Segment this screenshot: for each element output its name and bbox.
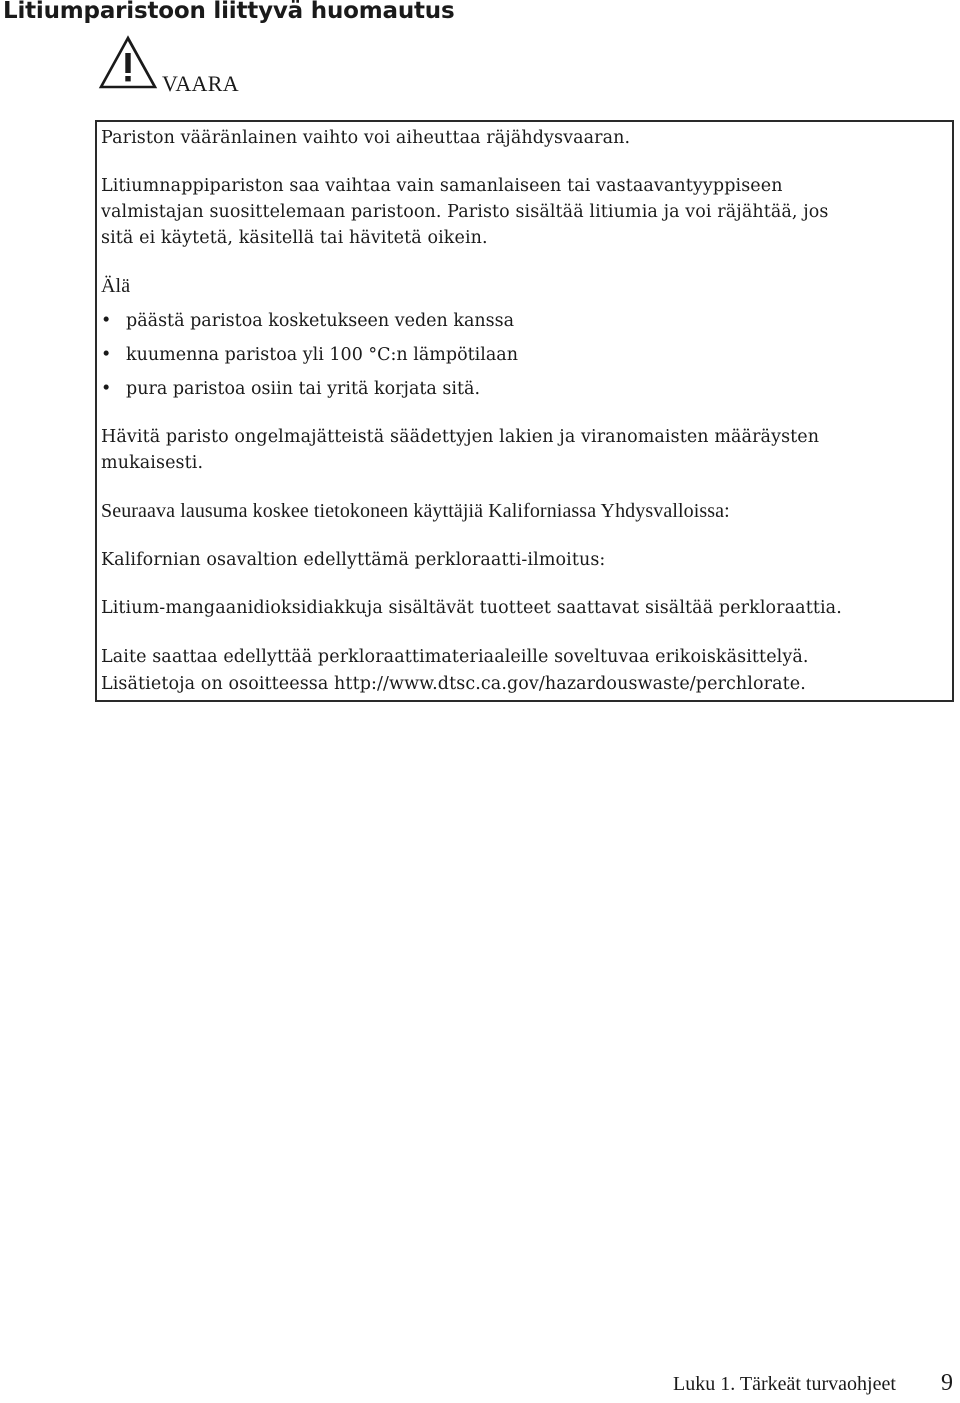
replacement-text-line-3: sitä ei käytetä, käsitellä tai hävitetä oikein. (101, 228, 488, 248)
page-number: 9 (941, 1370, 953, 1396)
list-item-text: päästä paristoa kosketukseen veden kanssa (126, 311, 515, 331)
bullet-icon: • (101, 379, 112, 399)
footer-chapter: Luku 1. Tärkeät turvaohjeet (673, 1373, 896, 1395)
perchlorate-statement: Litium-mangaanidioksidiakkuja sisältävät tuotteet saattavat sisältää perkloraattia. (101, 598, 842, 618)
california-intro-text: Seuraava lausuma koskee tietokoneen käyttäjiä Kaliforniassa Yhdysvalloissa: (101, 500, 730, 522)
disposal-text-line-2: mukaisesti. (101, 453, 204, 473)
california-heading: Kalifornian osavaltion edellyttämä perkloraatti-ilmoitus: (101, 550, 606, 570)
warning-triangle-icon (98, 35, 158, 91)
danger-label: VAARA (162, 71, 239, 96)
dont-label: Älä (101, 275, 131, 297)
bullet-icon: • (101, 345, 112, 365)
handling-text-line-1: Laite saattaa edellyttää perkloraattimateriaaleille soveltuvaa erikoiskäsittelyä. (101, 647, 809, 667)
replacement-text-line-2: valmistajan suosittelemaan paristoon. Paristo sisältää litiumia ja voi räjähtää, jos (101, 202, 829, 222)
bullet-icon: • (101, 311, 112, 331)
handling-text-line-2: Lisätietoja on osoitteessa http://www.dtsc.ca.gov/hazardouswaste/perchlorate. (101, 674, 806, 694)
explosion-risk-text: Pariston vääränlainen vaihto voi aiheuttaa räjähdysvaaran. (101, 128, 631, 148)
danger-notice-box (95, 120, 954, 702)
replacement-text-line-1: Litiumnappipariston saa vaihtaa vain samanlaiseen tai vastaavantyyppiseen (101, 176, 783, 196)
disposal-text-line-1: Hävitä paristo ongelmajätteistä säädettyjen lakien ja viranomaisten määräysten (101, 427, 820, 447)
list-item-text: kuumenna paristoa yli 100 °C:n lämpötilaan (126, 345, 518, 365)
list-item-text: pura paristoa osiin tai yritä korjata sitä. (126, 379, 481, 399)
page-title: Litiumparistoon liittyvä huomautus (3, 0, 455, 24)
